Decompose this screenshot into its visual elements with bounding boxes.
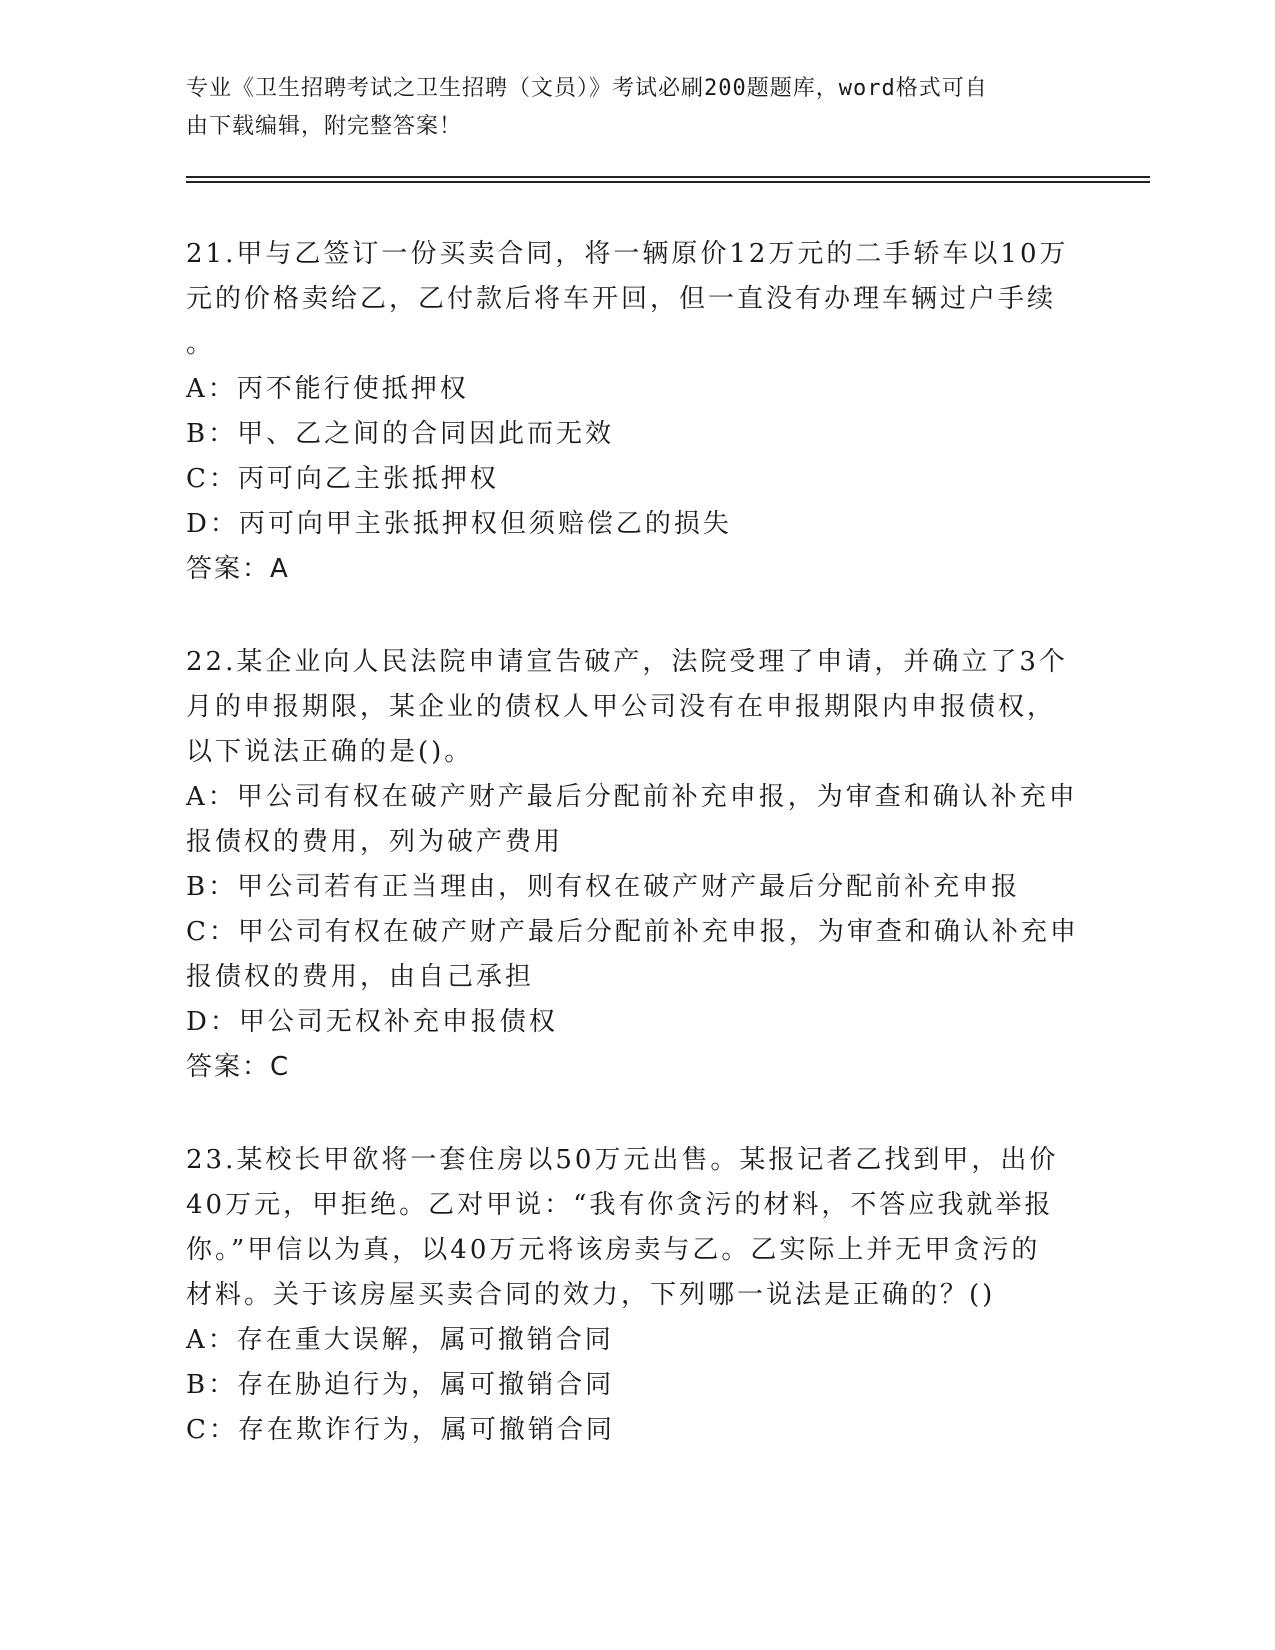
answer-option-line: C：丙可向乙主张抵押权: [186, 464, 499, 494]
answer-option-line: B：甲、乙之间的合同因此而无效: [186, 419, 615, 449]
question-block: [186, 1138, 1086, 1453]
question-stem-line: 材料。关于该房屋买卖合同的效力，下列哪一说法是正确的？(): [186, 1280, 996, 1310]
answer-option-line: C：甲公司有权在破产财产最后分配前补充申报，为审查和确认补充申: [186, 917, 1079, 947]
answer-option-line: D：丙可向甲主张抵押权但须赔偿乙的损失: [186, 509, 732, 539]
header-divider-top: [186, 176, 1150, 178]
header-line-1: 专业《卫生招聘考试之卫生招聘（文员）》考试必刷200题题库，word格式可自: [186, 76, 988, 101]
answer-option-line: A：甲公司有权在破产财产最后分配前补充申报，为审查和确认补充申: [186, 782, 1078, 812]
question-stem-line: 22.某企业向人民法院申请宣告破产，法院受理了申请，并确立了3个: [186, 647, 1068, 677]
question-stem-line: 21.甲与乙签订一份买卖合同，将一辆原价12万元的二手轿车以10万: [186, 239, 1069, 269]
header-divider-bottom: [186, 181, 1150, 183]
question-stem-line: 。: [186, 329, 216, 359]
answer-key: 答案：C: [186, 1052, 291, 1082]
answer-option-line: D：甲公司无权补充申报债权: [186, 1007, 558, 1037]
document-header: [186, 70, 1086, 146]
answer-option-line: A：丙不能行使抵押权: [186, 374, 469, 404]
question-stem-line: 23.某校长甲欲将一套住房以50万元出售。某报记者乙找到甲，出价: [186, 1145, 1059, 1175]
question-stem-line: 你。”甲信以为真，以40万元将该房卖与乙。乙实际上并无甲贪污的: [186, 1235, 1041, 1265]
answer-option-line: 报债权的费用，列为破产费用: [186, 827, 564, 857]
header-line-2: 由下载编辑，附完整答案！: [186, 114, 463, 139]
question-stem-line: 40万元，甲拒绝。乙对甲说：“我有你贪污的材料，不答应我就举报: [186, 1190, 1054, 1220]
question-block: [186, 640, 1086, 1090]
question-list: [186, 232, 1086, 1501]
question-stem-line: 月的申报期限，某企业的债权人甲公司没有在申报期限内申报债权，: [186, 692, 1057, 722]
question-stem-line: 元的价格卖给乙，乙付款后将车开回，但一直没有办理车辆过户手续: [186, 284, 1057, 314]
answer-option-line: B：存在胁迫行为，属可撤销合同: [186, 1370, 615, 1400]
question-block: [186, 232, 1086, 592]
answer-option-line: C：存在欺诈行为，属可撤销合同: [186, 1415, 615, 1445]
answer-key: 答案：A: [186, 554, 290, 584]
question-stem-line: 以下说法正确的是()。: [186, 737, 474, 767]
answer-option-line: 报债权的费用，由自己承担: [186, 962, 535, 992]
answer-option-line: B：甲公司若有正当理由，则有权在破产财产最后分配前补充申报: [186, 872, 1021, 902]
answer-option-line: A：存在重大误解，属可撤销合同: [186, 1325, 614, 1355]
